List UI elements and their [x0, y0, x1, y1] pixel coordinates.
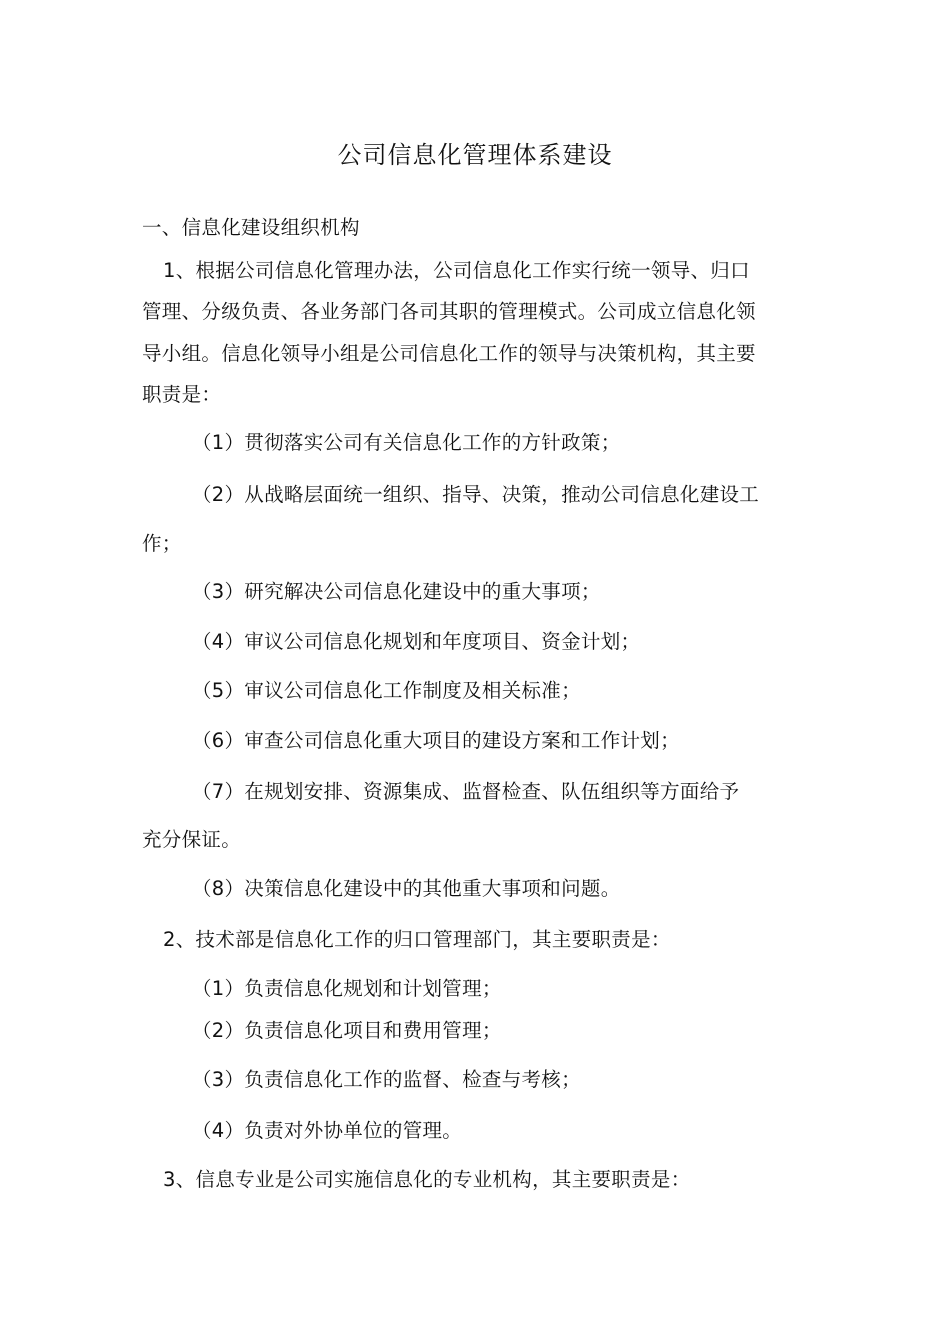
paragraph-2: 2、技术部是信息化工作的归口管理部门，其主要职责是：: [163, 928, 671, 951]
list-item: （4）审议公司信息化规划和年度项目、资金计划；: [192, 630, 641, 653]
paragraph-1-line-4: 职责是：: [142, 383, 222, 406]
list-item: （1）贯彻落实公司有关信息化工作的方针政策；: [192, 431, 621, 454]
list-item: （3）研究解决公司信息化建设中的重大事项；: [192, 580, 601, 603]
list-item: （8）决策信息化建设中的其他重大事项和问题。: [192, 877, 621, 900]
document-title: 公司信息化管理体系建设: [337, 141, 613, 169]
list-item: （6）审查公司信息化重大项目的建设方案和工作计划；: [192, 729, 680, 752]
list-item: （3）负责信息化工作的监督、检查与考核；: [192, 1068, 581, 1091]
list-item: （2）从战略层面统一组织、指导、决策，推动公司信息化建设工: [192, 483, 760, 506]
list-item: （7）在规划安排、资源集成、监督检查、队伍组织等方面给予: [192, 780, 740, 803]
paragraph-1-line-2: 管理、分级负责、各业务部门各司其职的管理模式。公司成立信息化领: [142, 300, 756, 323]
paragraph-1-line-1: 1、根据公司信息化管理办法，公司信息化工作实行统一领导、归口: [163, 259, 750, 282]
list-item: （5）审议公司信息化工作制度及相关标准；: [192, 679, 581, 702]
paragraph-3: 3、信息专业是公司实施信息化的专业机构，其主要职责是：: [163, 1168, 691, 1191]
list-item: （2）负责信息化项目和费用管理；: [192, 1019, 502, 1042]
list-item: （1）负责信息化规划和计划管理；: [192, 977, 502, 1000]
paragraph-1-line-3: 导小组。信息化领导小组是公司信息化工作的领导与决策机构，其主要: [142, 342, 756, 365]
list-item-continuation: 充分保证。: [142, 828, 242, 851]
list-item-continuation: 作；: [142, 532, 182, 555]
section-heading: 一、信息化建设组织机构: [142, 216, 360, 239]
list-item: （4）负责对外协单位的管理。: [192, 1119, 463, 1142]
